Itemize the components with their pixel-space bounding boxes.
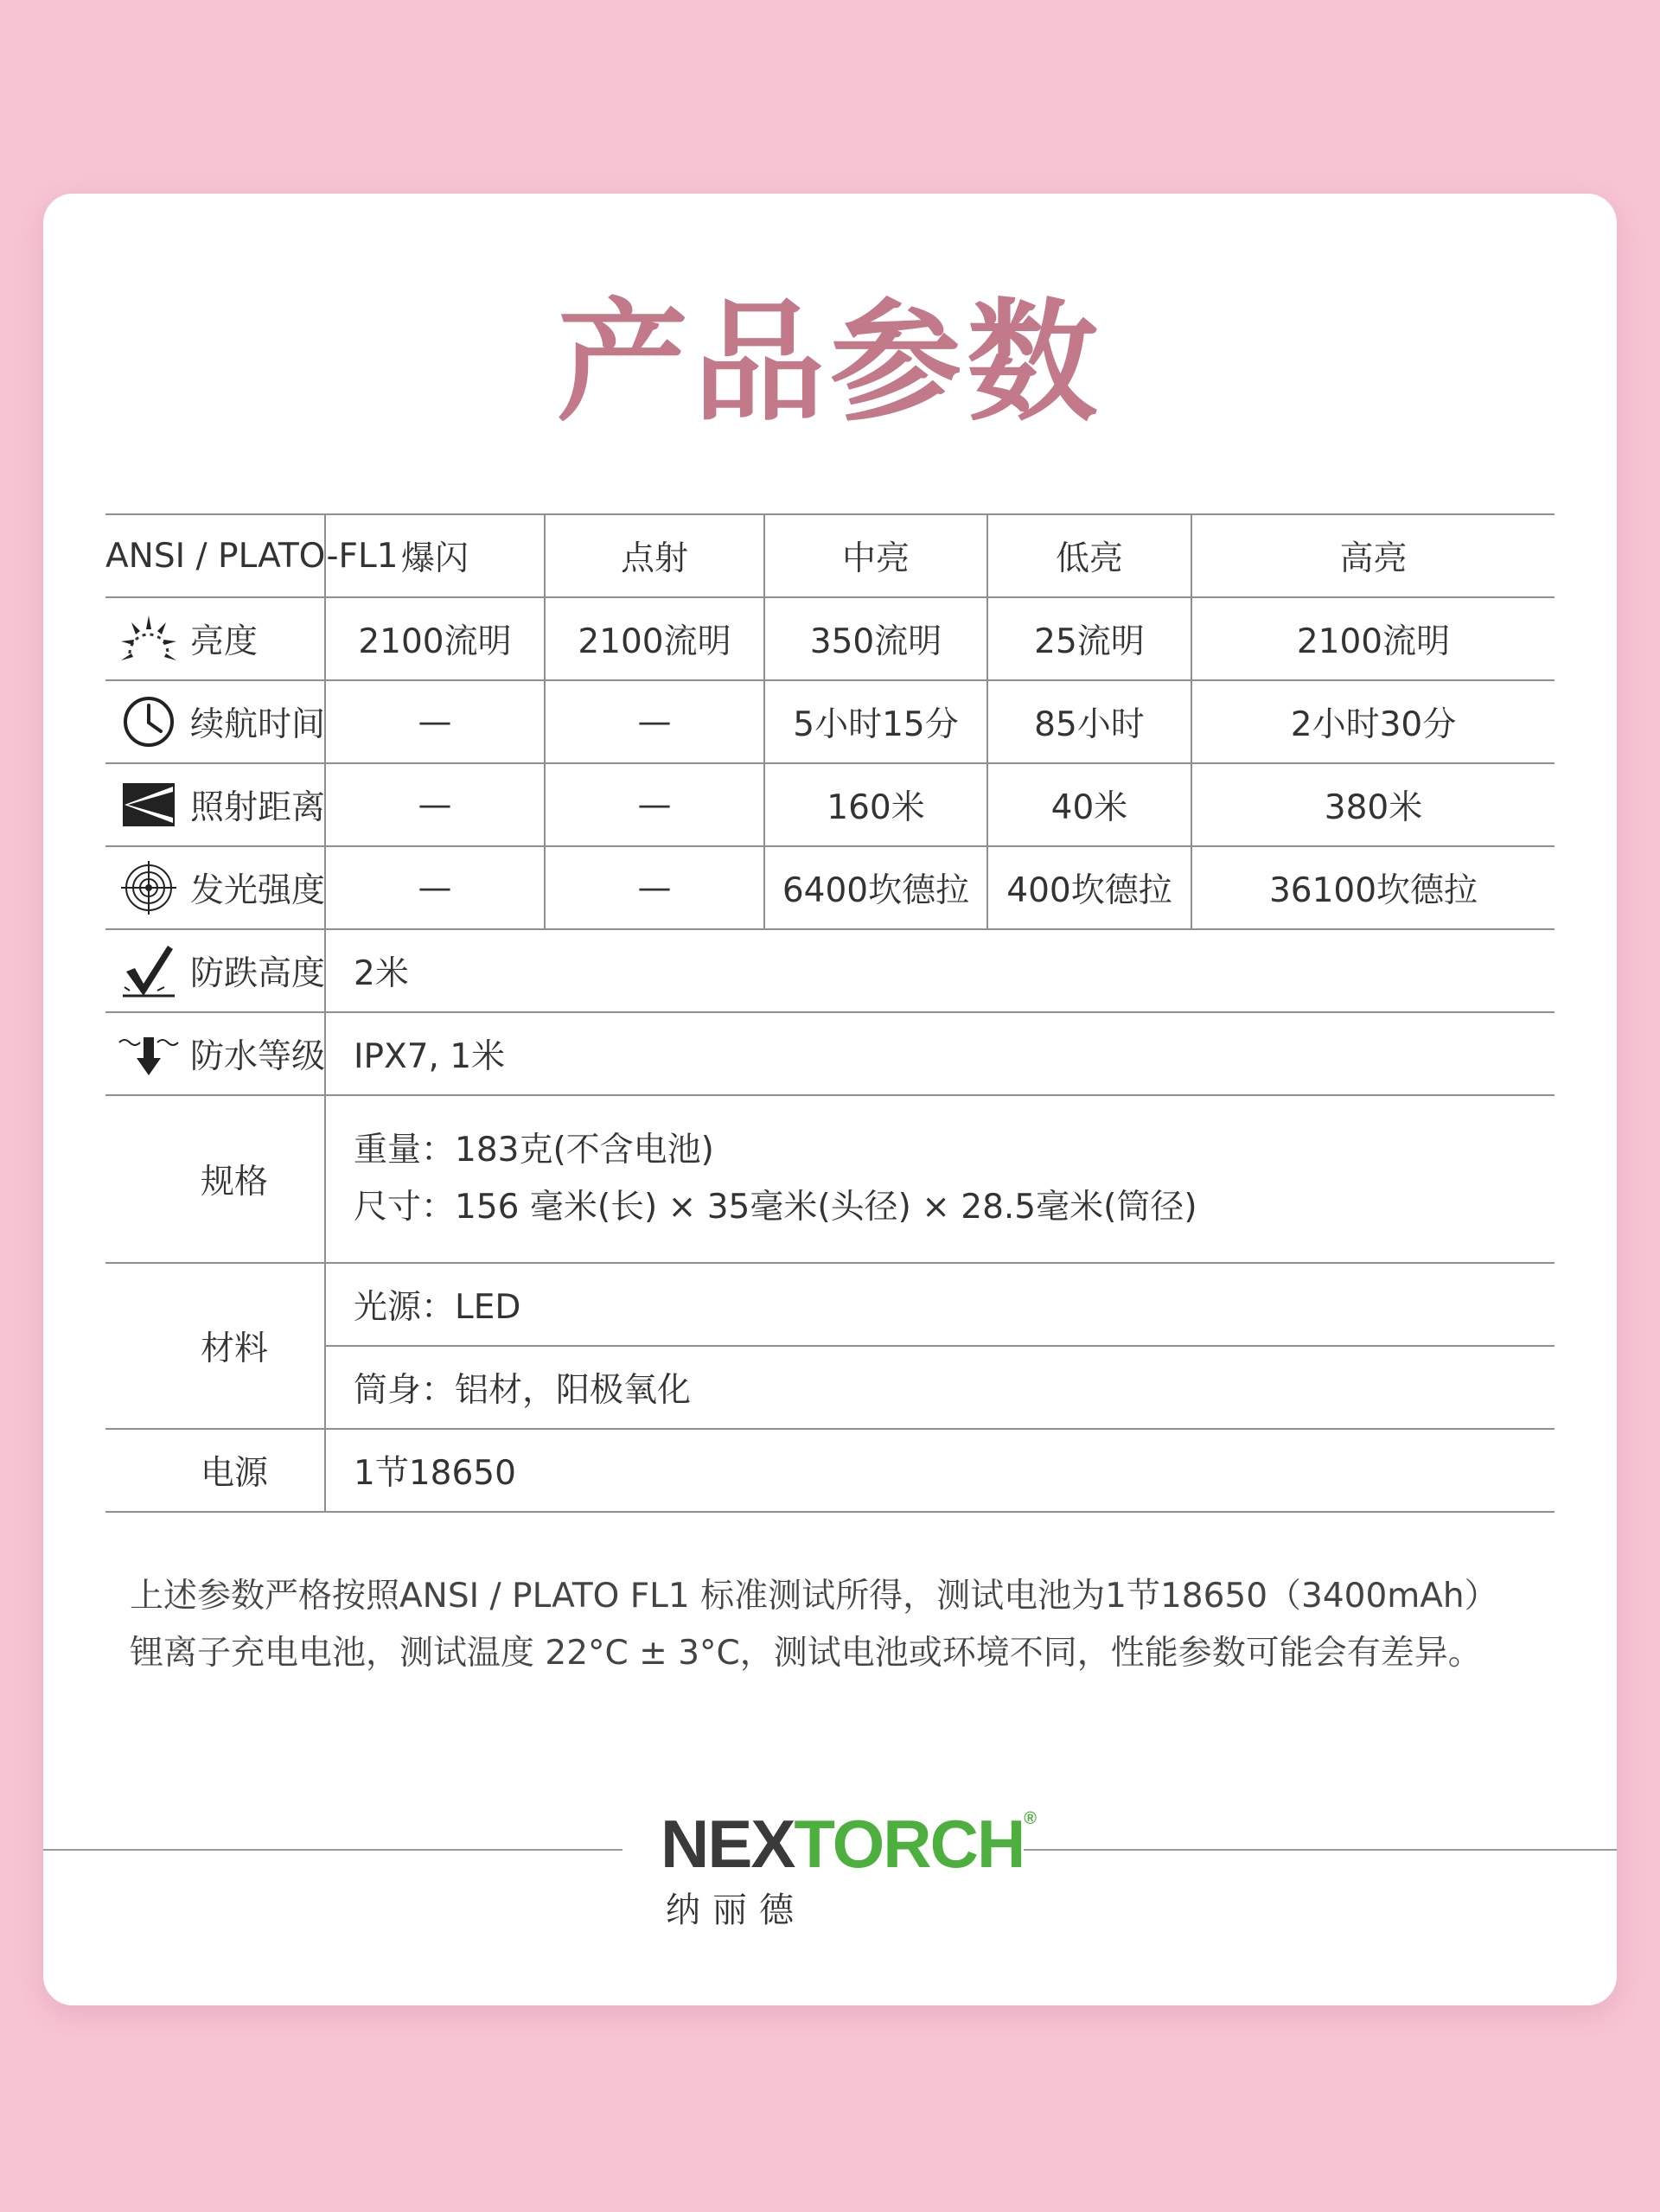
header-burst: 点射 xyxy=(545,514,764,597)
impact-icon xyxy=(111,942,187,999)
cell: 380米 xyxy=(1191,763,1555,846)
cell: — xyxy=(545,763,764,846)
water-icon xyxy=(111,1025,187,1082)
logo-wordmark: NEXTORCH® xyxy=(661,1806,1036,1882)
cell: 36100坎德拉 xyxy=(1191,846,1555,929)
target-icon xyxy=(111,859,187,916)
cell: — xyxy=(545,846,764,929)
clock-icon xyxy=(111,693,187,750)
row-label-spec: 规格 xyxy=(105,1095,325,1263)
note-line-2: 锂离子充电电池，测试温度 22°C ± 3°C，测试电池或环境不同，性能参数可能会有差异。 xyxy=(130,1634,1482,1673)
table-header-row xyxy=(105,514,1555,597)
cell: — xyxy=(545,680,764,763)
cell: — xyxy=(325,763,545,846)
table-row xyxy=(105,929,1555,1012)
page-title: 产品参数 xyxy=(557,286,1103,439)
waterproof-value: IPX7, 1米 xyxy=(325,1012,1555,1095)
cell: 400坎德拉 xyxy=(987,846,1191,929)
header-standard: ANSI / PLATO-FL1 xyxy=(105,514,325,597)
row-label-brightness: 亮度 xyxy=(105,597,325,680)
table-row xyxy=(105,846,1555,929)
spec-weight: 重量：183克(不含电池) xyxy=(354,1131,714,1170)
cell: 350流明 xyxy=(764,597,987,680)
logo-chinese-name: 纳丽德 xyxy=(666,1890,806,1930)
test-note xyxy=(130,1568,1582,1682)
cell: 85小时 xyxy=(987,680,1191,763)
table-row xyxy=(105,1429,1555,1512)
row-label-intensity: 发光强度 xyxy=(105,846,325,929)
power-value: 1节18650 xyxy=(325,1429,1555,1512)
cell: 2100流明 xyxy=(1191,597,1555,680)
row-label-power: 电源 xyxy=(105,1429,325,1512)
cell: — xyxy=(325,680,545,763)
cell: 25流明 xyxy=(987,597,1191,680)
spec-value xyxy=(325,1095,1555,1263)
brightness-icon xyxy=(111,610,187,667)
table-row xyxy=(105,1095,1555,1263)
footer-divider-left xyxy=(43,1849,622,1851)
cell: — xyxy=(325,846,545,929)
spec-size: 尺寸：156 毫米(长) × 35毫米(头径) × 28.5毫米(筒径) xyxy=(354,1188,1197,1227)
table-row xyxy=(105,763,1555,846)
spec-table xyxy=(105,513,1555,1513)
row-label-impact: 防跌高度 xyxy=(105,929,325,1012)
header-high: 高亮 xyxy=(1191,514,1555,597)
table-row xyxy=(105,1012,1555,1095)
header-strobe: 爆闪 xyxy=(325,514,545,597)
cell: 6400坎德拉 xyxy=(764,846,987,929)
row-label-distance: 照射距离 xyxy=(105,763,325,846)
beam-distance-icon xyxy=(111,776,187,833)
cell: 40米 xyxy=(987,763,1191,846)
impact-value: 2米 xyxy=(325,929,1555,1012)
table-row xyxy=(105,680,1555,763)
row-label-material: 材料 xyxy=(105,1263,325,1429)
material-body: 筒身：铝材，阳极氧化 xyxy=(325,1346,1555,1429)
row-label-runtime: 续航时间 xyxy=(105,680,325,763)
table-row xyxy=(105,1263,1555,1346)
cell: 2100流明 xyxy=(325,597,545,680)
cell: 160米 xyxy=(764,763,987,846)
header-medium: 中亮 xyxy=(764,514,987,597)
table-row xyxy=(105,597,1555,680)
spec-card xyxy=(43,194,1617,2005)
cell: 2100流明 xyxy=(545,597,764,680)
header-low: 低亮 xyxy=(987,514,1191,597)
footer-divider-right xyxy=(1024,1849,1617,1851)
row-label-waterproof: 防水等级 xyxy=(105,1012,325,1095)
note-line-1: 上述参数严格按照ANSI / PLATO FL1 标准测试所得，测试电池为1节18650（3400mAh） xyxy=(130,1577,1498,1616)
material-source: 光源：LED xyxy=(325,1263,1555,1346)
cell: 2小时30分 xyxy=(1191,680,1555,763)
brand-logo xyxy=(661,1806,1041,1932)
cell: 5小时15分 xyxy=(764,680,987,763)
